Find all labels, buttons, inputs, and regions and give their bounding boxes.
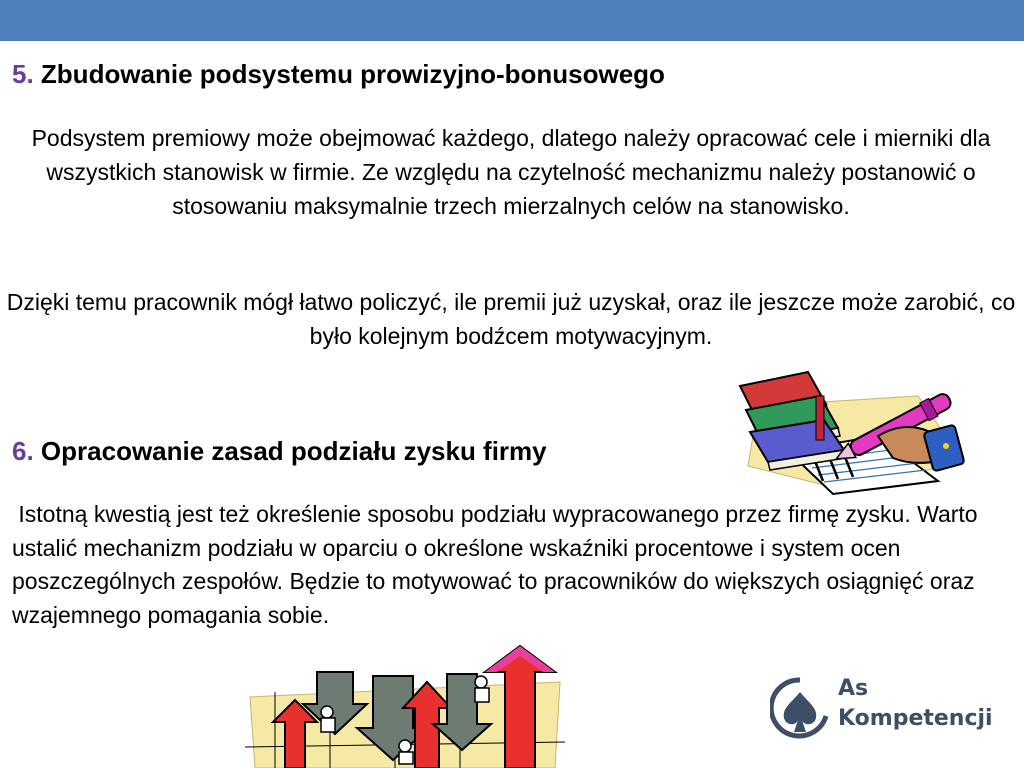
section-5-paragraph-2: Dzięki temu pracownik mógł łatwo policzyć, ile premii już uzyskał, oraz ile jeszcze może zarobić, co było kolejnym bodźcem motywacyjnym. [6, 289, 1016, 349]
section-6-paragraph: Istotną kwestią jest też określenie sposobu podziału wypracowanego przez firmę zysku. Warto ustalić mechanizm podziału w oparciu o określone wskaźniki procentowe i system ocen poszczególnych zespołów. Będzie to motywować to pracowników do większych osiągnięć oraz wzajemnego pomagania sobie. [12, 501, 984, 628]
logo-line-2: Kompetencji [838, 706, 993, 731]
section-5-heading [12, 59, 665, 89]
spade-icon [770, 676, 830, 740]
section-6-number: 6. [12, 436, 34, 466]
logo-line-1: As [838, 676, 869, 701]
logo-text [838, 674, 993, 734]
header-band [0, 0, 1024, 41]
section-5-number: 5. [12, 59, 34, 89]
section-5-paragraph-1: Podsystem premiowy może obejmować każdego, dlatego należy opracować cele i mierniki dla wszystkich stanowisk w firmie. Ze względu na czytelność mechanizmu należy postanowić o stosowaniu maksymalnie trzech mierzalnych celów na stanowisko. [31, 125, 991, 219]
section-6-heading [12, 436, 547, 466]
as-kompetencji-logo [770, 672, 1005, 744]
section-6-title: Opracowanie zasad podziału zysku firmy [40, 436, 547, 466]
section-5-title: Zbudowanie podsystemu prowizyjno-bonusowego [40, 59, 665, 89]
books-and-pen-clipart [728, 366, 978, 496]
arrows-clipart [245, 642, 565, 768]
